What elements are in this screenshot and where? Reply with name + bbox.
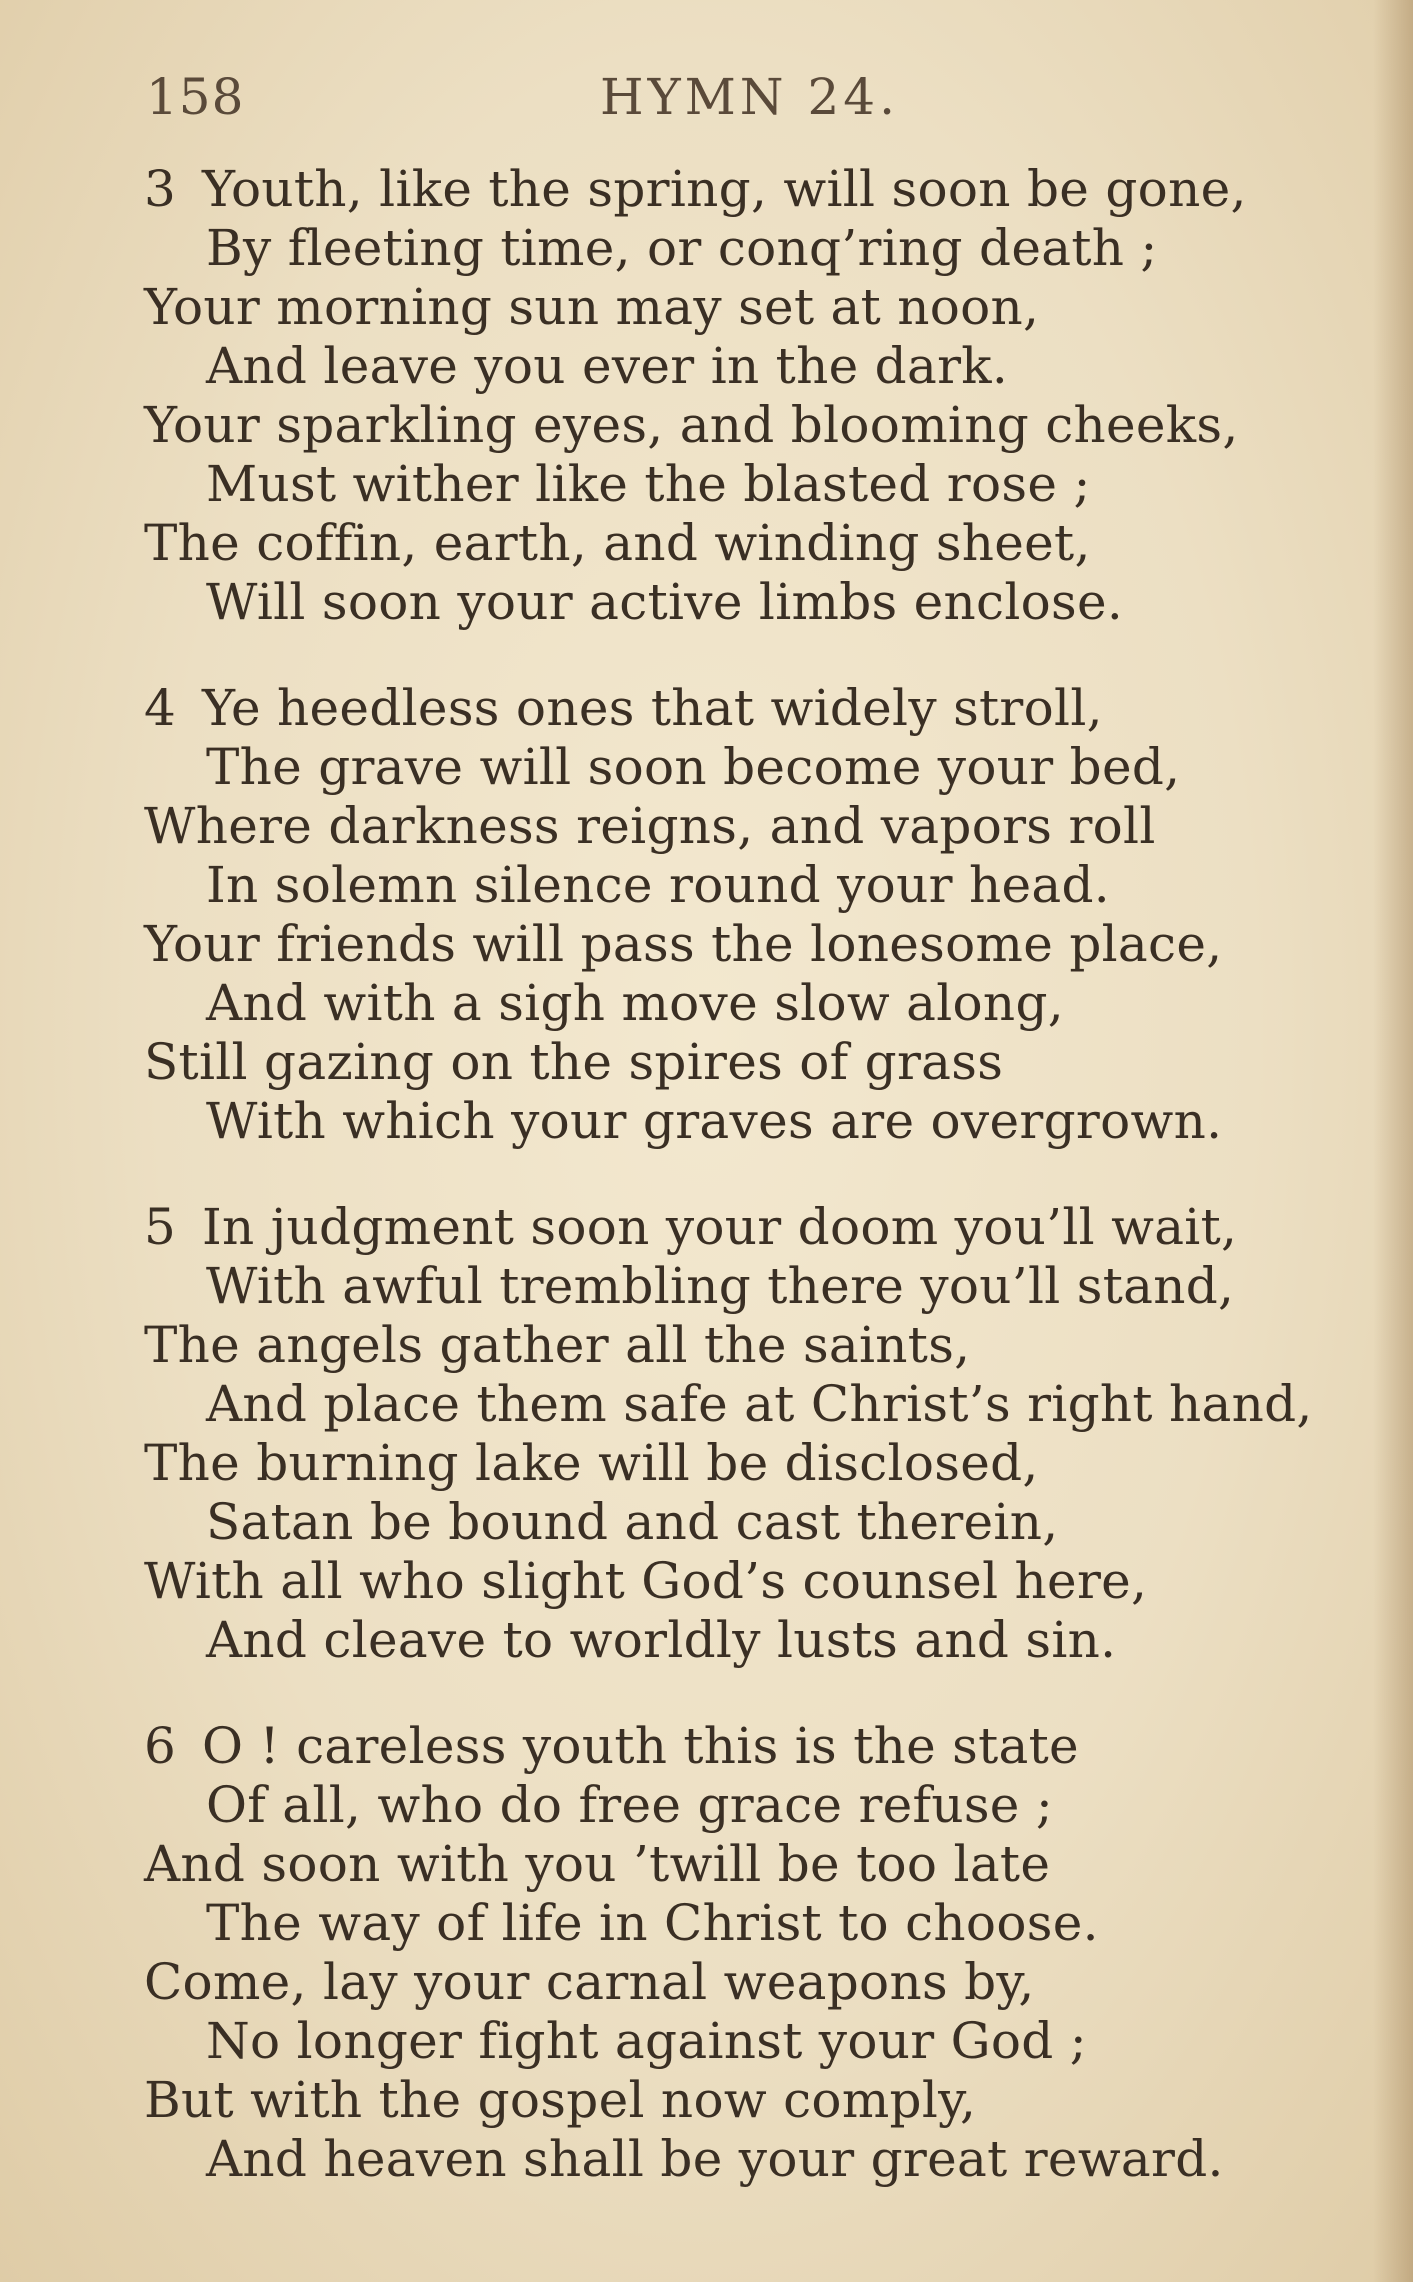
verse-line	[144, 160, 1384, 219]
verse-line	[144, 679, 1384, 738]
stanza-6	[144, 1717, 1384, 2189]
verse-line: With awful trembling there you’ll stand,	[206, 1257, 1235, 1315]
verse-line-text: In judgment soon your doom you’ll wait,	[202, 1198, 1238, 1256]
verse-line	[144, 1717, 1384, 1776]
stanza-number: 3	[144, 160, 177, 218]
verse-line: Will soon your active limbs enclose.	[206, 573, 1124, 631]
verse-line	[144, 1198, 1384, 1257]
verse-line: The grave will soon become your bed,	[206, 738, 1181, 796]
verse-line: But with the gospel now comply,	[144, 2071, 977, 2129]
verse-line: And leave you ever in the dark.	[206, 337, 1009, 395]
stanza-3	[144, 160, 1384, 632]
verse-line: Must wither like the blasted rose ;	[206, 455, 1091, 513]
verse-line: In solemn silence round your head.	[206, 856, 1110, 914]
verse-line: By fleeting time, or conq’ring death ;	[206, 219, 1158, 277]
stanza-4	[144, 679, 1384, 1151]
verse-line: Of all, who do free grace refuse ;	[206, 1776, 1054, 1834]
running-title: HYMN 24.	[600, 68, 899, 126]
verse-line: The coffin, earth, and winding sheet,	[144, 514, 1091, 572]
stanza-number: 4	[144, 679, 177, 737]
verse-line: And cleave to worldly lusts and sin.	[206, 1611, 1117, 1669]
page-header	[146, 62, 1266, 132]
stanza-5	[144, 1198, 1384, 1670]
verse-line: The burning lake will be disclosed,	[144, 1434, 1039, 1492]
verse-line: Still gazing on the spires of grass	[144, 1033, 1004, 1091]
verse-line: Where darkness reigns, and vapors roll	[144, 797, 1156, 855]
verse-line: Satan be bound and cast therein,	[206, 1493, 1059, 1551]
verse-line: And soon with you ’twill be too late	[144, 1835, 1051, 1893]
verse-line: Your sparkling eyes, and blooming cheeks,	[144, 396, 1239, 454]
verse-line: With which your graves are overgrown.	[206, 1092, 1223, 1150]
verse-line-text: Ye heedless ones that widely stroll,	[202, 679, 1103, 737]
verse-line: And place them safe at Christ’s right hand,	[206, 1375, 1313, 1433]
stanza-number: 6	[144, 1717, 177, 1775]
hymn-verses	[144, 160, 1384, 2236]
verse-line-text: O ! careless youth this is the state	[202, 1717, 1079, 1775]
verse-line: And heaven shall be your great reward.	[206, 2130, 1224, 2188]
verse-line: The angels gather all the saints,	[144, 1316, 971, 1374]
verse-line-text: Youth, like the spring, will soon be gone,	[202, 160, 1247, 218]
stanza-number: 5	[144, 1198, 177, 1256]
verse-line: No longer fight against your God ;	[206, 2012, 1087, 2070]
page-number: 158	[146, 68, 245, 126]
verse-line: The way of life in Christ to choose.	[206, 1894, 1099, 1952]
verse-line: Come, lay your carnal weapons by,	[144, 1953, 1035, 2011]
verse-line: And with a sigh move slow along,	[206, 974, 1064, 1032]
verse-line: With all who slight God’s counsel here,	[144, 1552, 1148, 1610]
verse-line: Your morning sun may set at noon,	[144, 278, 1040, 336]
verse-line: Your friends will pass the lonesome place,	[144, 915, 1223, 973]
